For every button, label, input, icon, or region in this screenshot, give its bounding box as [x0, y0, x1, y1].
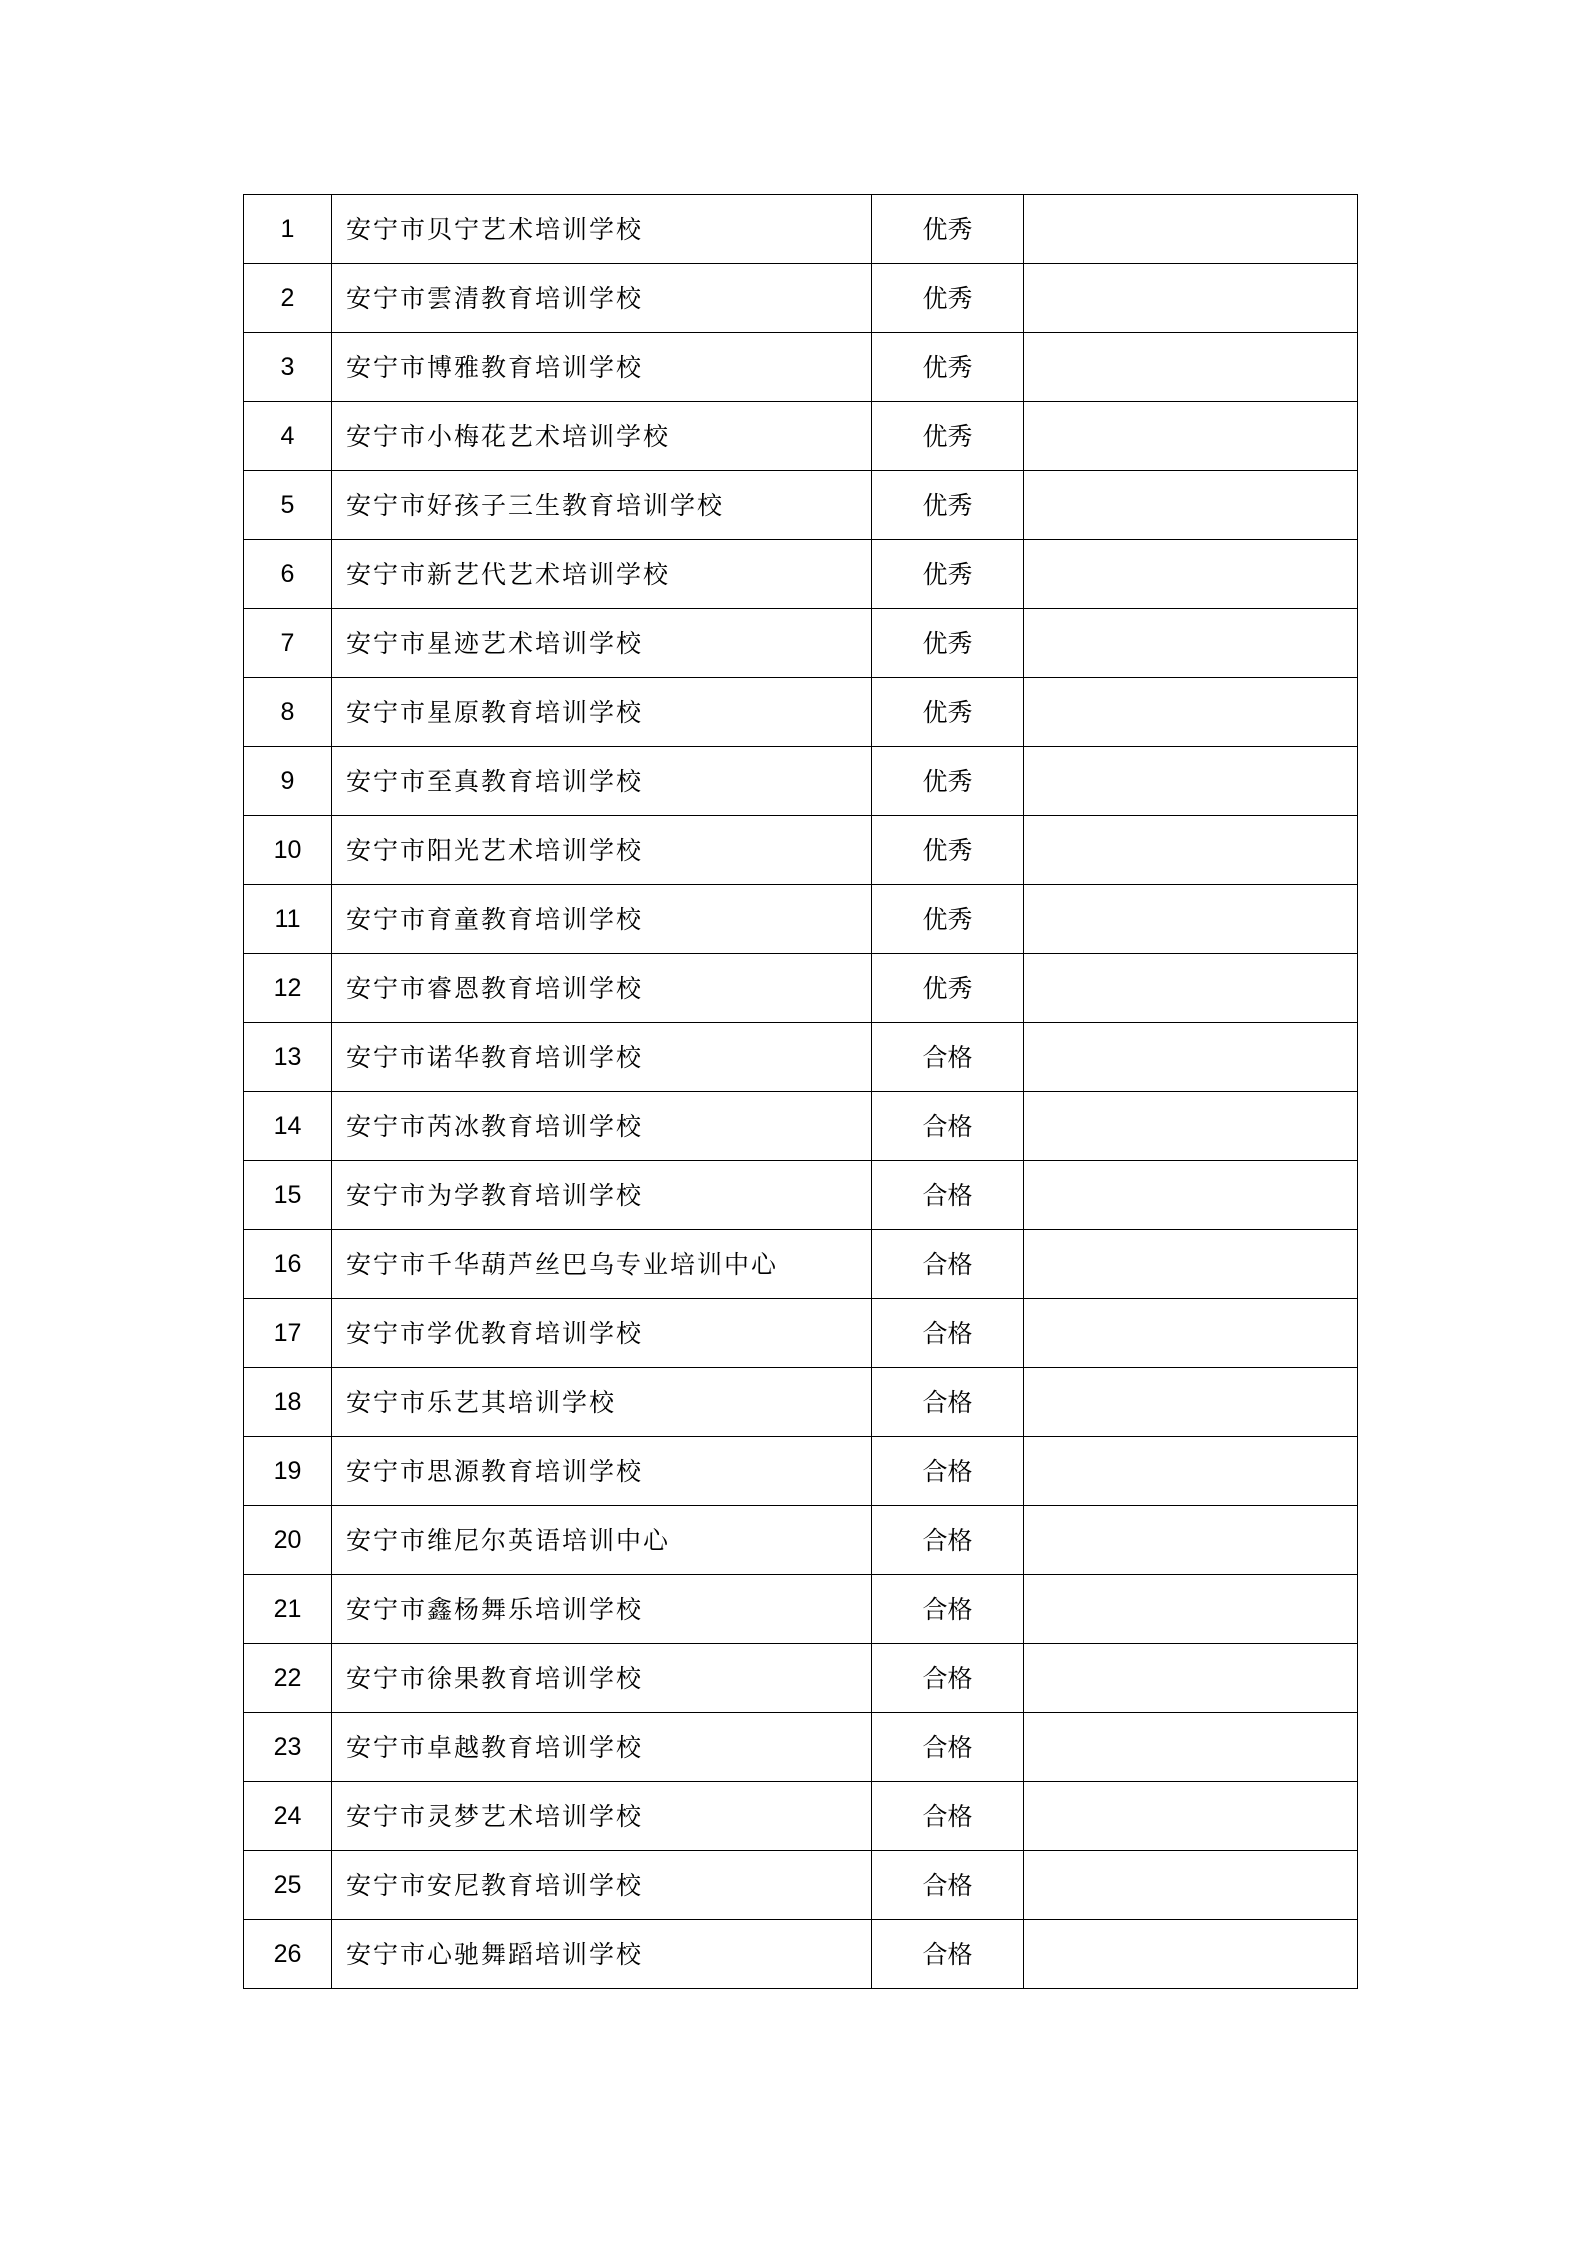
table-row — [244, 333, 1358, 402]
grade-cell: 优秀 — [872, 195, 1024, 264]
school-name-cell: 安宁市博雅教育培训学校 — [332, 333, 872, 402]
remarks-cell — [1024, 609, 1358, 678]
table-row — [244, 264, 1358, 333]
school-name-cell: 安宁市思源教育培训学校 — [332, 1437, 872, 1506]
school-name-cell: 安宁市星迹艺术培训学校 — [332, 609, 872, 678]
remarks-cell — [1024, 471, 1358, 540]
remarks-cell — [1024, 1368, 1358, 1437]
grade-cell: 合格 — [872, 1368, 1024, 1437]
remarks-cell — [1024, 1299, 1358, 1368]
remarks-cell — [1024, 1506, 1358, 1575]
row-number-cell: 21 — [244, 1575, 332, 1644]
row-number-cell: 3 — [244, 333, 332, 402]
table-row — [244, 1161, 1358, 1230]
row-number-cell: 6 — [244, 540, 332, 609]
grade-cell: 合格 — [872, 1713, 1024, 1782]
row-number-cell: 20 — [244, 1506, 332, 1575]
remarks-cell — [1024, 402, 1358, 471]
row-number-cell: 15 — [244, 1161, 332, 1230]
table-row — [244, 402, 1358, 471]
table-row — [244, 540, 1358, 609]
school-name-cell: 安宁市鑫杨舞乐培训学校 — [332, 1575, 872, 1644]
row-number-cell: 26 — [244, 1920, 332, 1989]
row-number-cell: 22 — [244, 1644, 332, 1713]
grade-cell: 优秀 — [872, 264, 1024, 333]
school-name-cell: 安宁市诺华教育培训学校 — [332, 1023, 872, 1092]
grade-cell: 优秀 — [872, 609, 1024, 678]
row-number-cell: 25 — [244, 1851, 332, 1920]
grade-cell: 优秀 — [872, 471, 1024, 540]
school-name-cell: 安宁市千华葫芦丝巴乌专业培训中心 — [332, 1230, 872, 1299]
grade-cell: 合格 — [872, 1092, 1024, 1161]
remarks-cell — [1024, 885, 1358, 954]
row-number-cell: 14 — [244, 1092, 332, 1161]
table-row — [244, 1644, 1358, 1713]
remarks-cell — [1024, 1230, 1358, 1299]
row-number-cell: 8 — [244, 678, 332, 747]
grade-cell: 优秀 — [872, 816, 1024, 885]
remarks-cell — [1024, 954, 1358, 1023]
row-number-cell: 5 — [244, 471, 332, 540]
remarks-cell — [1024, 1023, 1358, 1092]
grade-cell: 优秀 — [872, 747, 1024, 816]
school-name-cell: 安宁市学优教育培训学校 — [332, 1299, 872, 1368]
row-number-cell: 13 — [244, 1023, 332, 1092]
school-name-cell: 安宁市安尼教育培训学校 — [332, 1851, 872, 1920]
grade-cell: 合格 — [872, 1851, 1024, 1920]
row-number-cell: 19 — [244, 1437, 332, 1506]
table-row — [244, 1506, 1358, 1575]
table-row — [244, 954, 1358, 1023]
school-name-cell: 安宁市乐艺其培训学校 — [332, 1368, 872, 1437]
table-row — [244, 885, 1358, 954]
table-row — [244, 1023, 1358, 1092]
remarks-cell — [1024, 1644, 1358, 1713]
grade-cell: 合格 — [872, 1644, 1024, 1713]
table-row — [244, 1437, 1358, 1506]
remarks-cell — [1024, 1851, 1358, 1920]
remarks-cell — [1024, 540, 1358, 609]
school-name-cell: 安宁市育童教育培训学校 — [332, 885, 872, 954]
grade-cell: 合格 — [872, 1782, 1024, 1851]
remarks-cell — [1024, 747, 1358, 816]
remarks-cell — [1024, 1782, 1358, 1851]
remarks-cell — [1024, 1161, 1358, 1230]
school-name-cell: 安宁市好孩子三生教育培训学校 — [332, 471, 872, 540]
table-row — [244, 471, 1358, 540]
remarks-cell — [1024, 333, 1358, 402]
evaluation-table-body — [244, 195, 1358, 1989]
evaluation-table — [243, 194, 1358, 1989]
row-number-cell: 18 — [244, 1368, 332, 1437]
grade-cell: 合格 — [872, 1161, 1024, 1230]
school-name-cell: 安宁市心驰舞蹈培训学校 — [332, 1920, 872, 1989]
school-name-cell: 安宁市灵梦艺术培训学校 — [332, 1782, 872, 1851]
grade-cell: 合格 — [872, 1023, 1024, 1092]
table-row — [244, 1851, 1358, 1920]
school-name-cell: 安宁市小梅花艺术培训学校 — [332, 402, 872, 471]
row-number-cell: 9 — [244, 747, 332, 816]
row-number-cell: 4 — [244, 402, 332, 471]
grade-cell: 优秀 — [872, 333, 1024, 402]
table-row — [244, 678, 1358, 747]
remarks-cell — [1024, 264, 1358, 333]
grade-cell: 合格 — [872, 1437, 1024, 1506]
remarks-cell — [1024, 678, 1358, 747]
table-row — [244, 1782, 1358, 1851]
grade-cell: 合格 — [872, 1575, 1024, 1644]
table-row — [244, 1092, 1358, 1161]
school-name-cell: 安宁市维尼尔英语培训中心 — [332, 1506, 872, 1575]
table-row — [244, 1230, 1358, 1299]
remarks-cell — [1024, 195, 1358, 264]
school-name-cell: 安宁市睿恩教育培训学校 — [332, 954, 872, 1023]
school-name-cell: 安宁市星原教育培训学校 — [332, 678, 872, 747]
remarks-cell — [1024, 1713, 1358, 1782]
row-number-cell: 11 — [244, 885, 332, 954]
school-name-cell: 安宁市新艺代艺术培训学校 — [332, 540, 872, 609]
row-number-cell: 7 — [244, 609, 332, 678]
school-name-cell: 安宁市卓越教育培训学校 — [332, 1713, 872, 1782]
table-row — [244, 609, 1358, 678]
school-name-cell: 安宁市芮冰教育培训学校 — [332, 1092, 872, 1161]
row-number-cell: 16 — [244, 1230, 332, 1299]
row-number-cell: 17 — [244, 1299, 332, 1368]
table-row — [244, 1713, 1358, 1782]
row-number-cell: 12 — [244, 954, 332, 1023]
table-row — [244, 747, 1358, 816]
school-name-cell: 安宁市徐果教育培训学校 — [332, 1644, 872, 1713]
table-row — [244, 195, 1358, 264]
grade-cell: 合格 — [872, 1230, 1024, 1299]
table-row — [244, 1368, 1358, 1437]
school-name-cell: 安宁市阳光艺术培训学校 — [332, 816, 872, 885]
table-row — [244, 1575, 1358, 1644]
grade-cell: 合格 — [872, 1920, 1024, 1989]
row-number-cell: 2 — [244, 264, 332, 333]
grade-cell: 合格 — [872, 1506, 1024, 1575]
school-name-cell: 安宁市贝宁艺术培训学校 — [332, 195, 872, 264]
remarks-cell — [1024, 1092, 1358, 1161]
table-row — [244, 816, 1358, 885]
table-row — [244, 1299, 1358, 1368]
grade-cell: 优秀 — [872, 540, 1024, 609]
remarks-cell — [1024, 816, 1358, 885]
grade-cell: 优秀 — [872, 885, 1024, 954]
table-row — [244, 1920, 1358, 1989]
grade-cell: 优秀 — [872, 678, 1024, 747]
school-name-cell: 安宁市雲清教育培训学校 — [332, 264, 872, 333]
grade-cell: 合格 — [872, 1299, 1024, 1368]
school-name-cell: 安宁市至真教育培训学校 — [332, 747, 872, 816]
grade-cell: 优秀 — [872, 954, 1024, 1023]
row-number-cell: 24 — [244, 1782, 332, 1851]
remarks-cell — [1024, 1437, 1358, 1506]
row-number-cell: 1 — [244, 195, 332, 264]
row-number-cell: 23 — [244, 1713, 332, 1782]
row-number-cell: 10 — [244, 816, 332, 885]
grade-cell: 优秀 — [872, 402, 1024, 471]
school-name-cell: 安宁市为学教育培训学校 — [332, 1161, 872, 1230]
remarks-cell — [1024, 1920, 1358, 1989]
remarks-cell — [1024, 1575, 1358, 1644]
